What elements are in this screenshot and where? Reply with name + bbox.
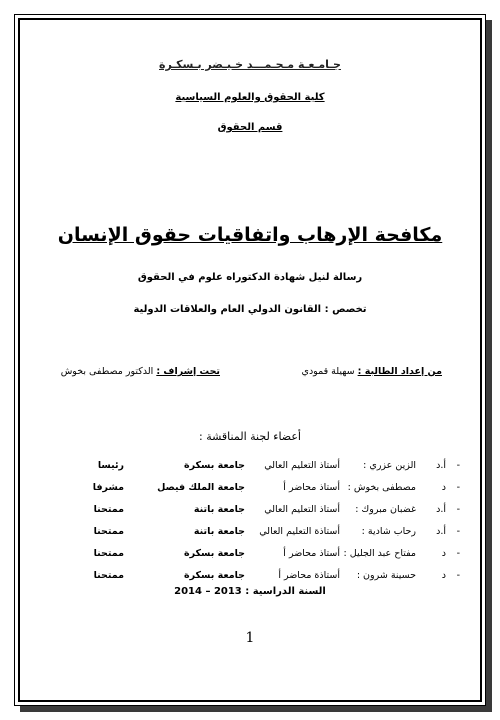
specialization — [0, 304, 500, 315]
member-degree: د — [441, 570, 446, 581]
page-border-inner — [18, 18, 482, 702]
prepared-by-value: سهيلة قمودي — [301, 366, 355, 377]
supervised-by — [61, 366, 220, 377]
member-name: الزين عزري : — [363, 460, 416, 471]
committee-row — [40, 504, 460, 522]
department-name: قسم الحقوق — [217, 122, 283, 133]
member-dash: - — [456, 482, 460, 493]
academic-year-value: 2013 – 2014 — [174, 586, 242, 597]
member-rank: أستاذ محاضر أ — [283, 548, 340, 559]
committee-row — [40, 482, 460, 500]
member-role: ممتحنا — [93, 526, 124, 537]
thesis-degree-line: رسالة لنيل شهادة الدكتوراه علوم في الحقوق — [137, 272, 363, 283]
faculty-name: كلية الحقوق والعلوم السياسية — [175, 92, 325, 103]
member-name: رحاب شادية : — [361, 526, 416, 537]
member-degree: أ.د — [436, 526, 446, 537]
university-name: جـامـعـة مـحـمـــد خـيـضر بـسكـرة — [159, 58, 341, 71]
specialization-label: تخصص : — [324, 304, 367, 315]
member-role: ممتحنا — [93, 570, 124, 581]
committee-row — [40, 460, 460, 478]
member-name: حسينة شرون : — [356, 570, 416, 581]
supervised-by-value: الدكتور مصطفى بخوش — [60, 366, 154, 377]
member-rank: أستاذ التعليم العالي — [264, 504, 340, 515]
member-dash: - — [456, 548, 460, 559]
academic-year-label: السنة الدراسية : — [245, 586, 326, 597]
member-university: جامعة الملك فيصل — [157, 482, 245, 493]
prepared-by — [302, 366, 442, 377]
member-degree: أ.د — [436, 460, 446, 471]
member-rank: أستاذة محاضر أ — [278, 570, 340, 581]
member-degree: د — [441, 482, 446, 493]
member-dash: - — [456, 526, 460, 537]
prepared-by-label: من إعداد الطالبة : — [357, 366, 442, 377]
member-role: ممتحنا — [93, 548, 124, 559]
member-university: جامعة بسكرة — [183, 570, 245, 581]
member-rank: أستاذ التعليم العالي — [264, 460, 340, 471]
committee-title: أعضاء لجنة المناقشة : — [199, 430, 301, 443]
member-dash: - — [456, 460, 460, 471]
member-university: جامعة بسكرة — [183, 460, 245, 471]
supervised-by-label: تحت إشراف : — [156, 366, 220, 377]
member-university: جامعة باتنة — [193, 526, 245, 537]
page-number: 1 — [245, 630, 255, 646]
specialization-value: القانون الدولي العام والعلاقات الدولية — [133, 304, 322, 315]
member-university: جامعة باتنة — [193, 504, 245, 515]
thesis-title: مكافحة الإرهاب واتفاقيات حقوق الإنسان — [57, 224, 443, 246]
member-dash: - — [456, 504, 460, 515]
member-name: غضبان مبروك : — [355, 504, 416, 515]
page-shadow-bottom — [20, 706, 492, 712]
committee-row — [40, 526, 460, 544]
committee-row — [40, 548, 460, 566]
member-rank: أستاذة التعليم العالي — [259, 526, 340, 537]
member-role: مشرفا — [92, 482, 124, 493]
member-name: مصطفى بخوش : — [347, 482, 416, 493]
member-degree: د — [441, 548, 446, 559]
member-name: مفتاح عبد الجليل : — [343, 548, 416, 559]
academic-year — [0, 586, 500, 597]
member-rank: أستاذ محاضر أ — [283, 482, 340, 493]
member-role: ممتحنا — [93, 504, 124, 515]
member-role: رئيسا — [97, 460, 124, 471]
member-dash: - — [456, 570, 460, 581]
member-university: جامعة بسكرة — [183, 548, 245, 559]
member-degree: أ.د — [436, 504, 446, 515]
